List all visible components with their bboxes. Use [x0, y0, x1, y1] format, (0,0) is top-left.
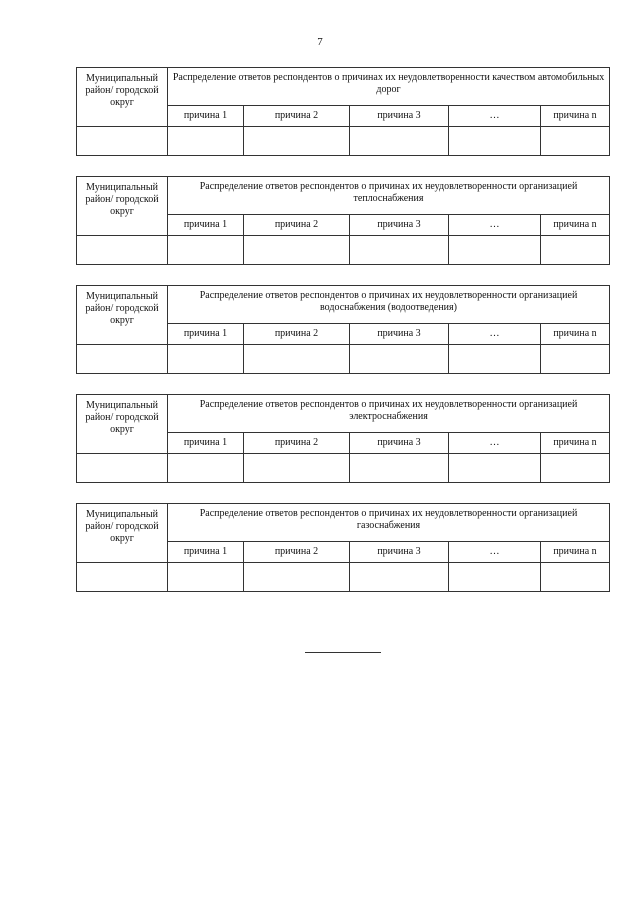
distribution-header: Распределение ответов респондентов о причинах их неудовлетворенности организацией газоснабжения: [168, 504, 610, 542]
distribution-header: Распределение ответов респондентов о причинах их неудовлетворенности организацией водоснабжения (водоотведения): [168, 286, 610, 324]
table-heating: [76, 176, 610, 265]
data-cell: [244, 454, 350, 483]
reason-n-header: причина n: [541, 542, 610, 563]
table-water: [76, 285, 610, 374]
data-cell: [244, 236, 350, 265]
data-cell: [244, 563, 350, 592]
data-cell: [350, 563, 449, 592]
table-row: [77, 454, 610, 483]
data-cell: [449, 236, 541, 265]
data-cell: [541, 345, 610, 374]
data-cell: [77, 454, 168, 483]
reason-3-header: причина 3: [350, 106, 449, 127]
table-gas: [76, 503, 610, 592]
reason-2-header: причина 2: [244, 215, 350, 236]
data-cell: [449, 563, 541, 592]
page-number: 7: [317, 36, 323, 48]
reason-3-header: причина 3: [350, 215, 449, 236]
tables-container: [76, 67, 609, 612]
reason-ellipsis-header: …: [449, 215, 541, 236]
reason-3-header: причина 3: [350, 542, 449, 563]
reason-n-header: причина n: [541, 215, 610, 236]
reason-n-header: причина n: [541, 324, 610, 345]
table-row: [77, 127, 610, 156]
district-header: Муниципальный район/ городской округ: [77, 286, 168, 345]
reason-2-header: причина 2: [244, 433, 350, 454]
reason-n-header: причина n: [541, 106, 610, 127]
reason-ellipsis-header: …: [449, 433, 541, 454]
data-cell: [168, 236, 244, 265]
reason-3-header: причина 3: [350, 324, 449, 345]
reason-n-header: причина n: [541, 433, 610, 454]
reason-ellipsis-header: …: [449, 324, 541, 345]
reason-1-header: причина 1: [168, 324, 244, 345]
data-cell: [168, 127, 244, 156]
data-cell: [541, 454, 610, 483]
data-cell: [77, 236, 168, 265]
end-separator-line: [305, 652, 381, 653]
data-cell: [449, 345, 541, 374]
data-cell: [541, 563, 610, 592]
distribution-header: Распределение ответов респондентов о причинах их неудовлетворенности организацией электроснабжения: [168, 395, 610, 433]
data-cell: [168, 345, 244, 374]
table-row: [77, 345, 610, 374]
reason-ellipsis-header: …: [449, 542, 541, 563]
data-cell: [541, 236, 610, 265]
data-cell: [77, 563, 168, 592]
reason-1-header: причина 1: [168, 106, 244, 127]
distribution-header: Распределение ответов респондентов о причинах их неудовлетворенности качеством автомобильных дорог: [168, 68, 610, 106]
reason-ellipsis-header: …: [449, 106, 541, 127]
table-roads: [76, 67, 610, 156]
table-row: [77, 563, 610, 592]
data-cell: [350, 345, 449, 374]
reason-2-header: причина 2: [244, 542, 350, 563]
reason-2-header: причина 2: [244, 324, 350, 345]
reason-3-header: причина 3: [350, 433, 449, 454]
data-cell: [77, 127, 168, 156]
district-header: Муниципальный район/ городской округ: [77, 177, 168, 236]
data-cell: [449, 127, 541, 156]
data-cell: [168, 563, 244, 592]
table-electricity: [76, 394, 610, 483]
data-cell: [244, 127, 350, 156]
distribution-header: Распределение ответов респондентов о причинах их неудовлетворенности организацией теплоснабжения: [168, 177, 610, 215]
data-cell: [244, 345, 350, 374]
reason-1-header: причина 1: [168, 433, 244, 454]
data-cell: [77, 345, 168, 374]
data-cell: [449, 454, 541, 483]
district-header: Муниципальный район/ городской округ: [77, 68, 168, 127]
data-cell: [350, 127, 449, 156]
data-cell: [541, 127, 610, 156]
data-cell: [350, 454, 449, 483]
reason-2-header: причина 2: [244, 106, 350, 127]
district-header: Муниципальный район/ городской округ: [77, 395, 168, 454]
table-row: [77, 236, 610, 265]
data-cell: [168, 454, 244, 483]
reason-1-header: причина 1: [168, 215, 244, 236]
reason-1-header: причина 1: [168, 542, 244, 563]
data-cell: [350, 236, 449, 265]
district-header: Муниципальный район/ городской округ: [77, 504, 168, 563]
